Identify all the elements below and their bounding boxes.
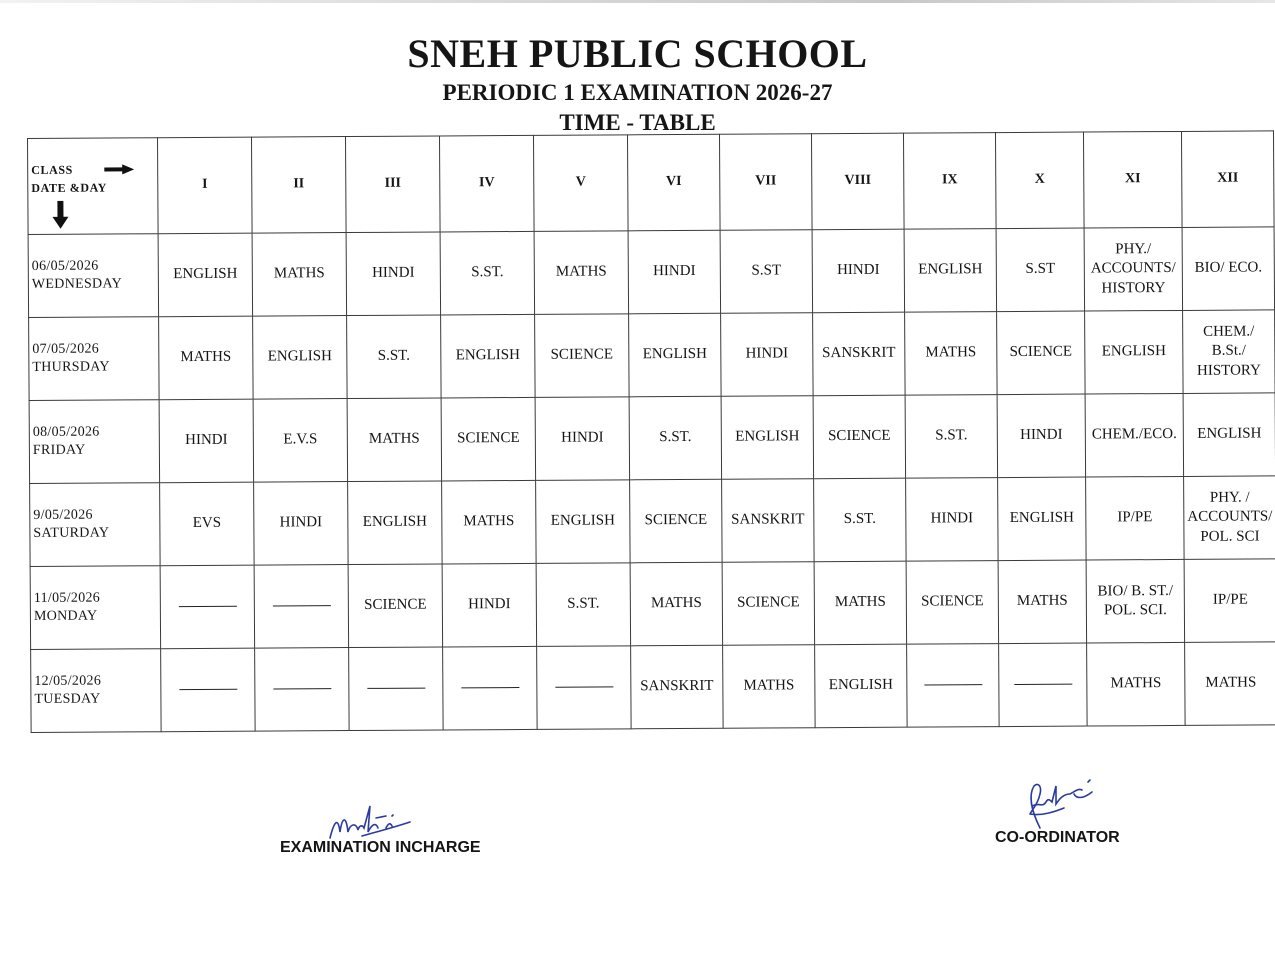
exam-row xyxy=(31,642,1275,733)
no-exam-dash xyxy=(555,687,613,688)
no-exam-dash xyxy=(178,606,236,607)
class-label: CLASS xyxy=(31,162,73,177)
subject-cell: IP/PE xyxy=(1086,476,1185,560)
school-name: SNEH PUBLIC SCHOOL xyxy=(407,31,868,76)
subject-cell: HINDI xyxy=(906,478,999,562)
no-exam-dash xyxy=(179,689,237,690)
subject-cell: HINDI xyxy=(254,482,349,566)
subject-cell: SCIENCE xyxy=(630,479,723,563)
subject-cell xyxy=(349,647,444,731)
subject-cell: CHEM./ECO. xyxy=(1085,393,1184,477)
subject-cell: ENGLISH xyxy=(253,316,348,400)
subject-cell: HINDI xyxy=(535,397,630,481)
subject-cell: SANSKRIT xyxy=(722,479,815,563)
class-header: VII xyxy=(719,134,812,231)
subject-cell xyxy=(254,565,349,649)
class-header: VIII xyxy=(811,133,904,230)
subject-cell: HINDI xyxy=(721,313,814,397)
subject-cell: MATHS xyxy=(534,231,629,315)
subject-cell: ENGLISH xyxy=(721,396,814,480)
exam-row xyxy=(29,393,1275,484)
date-day-cell xyxy=(29,400,160,484)
subject-cell: EVS xyxy=(160,482,255,566)
subject-cell: SANSKRIT xyxy=(813,312,906,396)
subject-cell: CHEM./ B.St./ HISTORY xyxy=(1183,310,1275,394)
subject-cell: HINDI xyxy=(442,563,537,647)
exam-title: PERIODIC 1 EXAMINATION 2026-27 xyxy=(442,80,833,105)
class-header: XI xyxy=(1083,131,1182,228)
class-header: IV xyxy=(439,135,534,232)
subject-cell: SCIENCE xyxy=(722,562,815,646)
subject-cell: E.V.S xyxy=(253,399,348,483)
subject-cell: SCIENCE xyxy=(813,395,906,479)
class-header: VI xyxy=(627,134,720,231)
class-header: II xyxy=(251,137,346,234)
date-day-cell xyxy=(31,649,162,733)
subject-cell xyxy=(255,648,350,732)
scan-edge xyxy=(0,0,1275,3)
timetable xyxy=(27,130,1275,733)
subject-cell xyxy=(160,565,255,649)
subject-cell: S.ST. xyxy=(536,563,631,647)
subject-cell: HINDI xyxy=(628,230,721,314)
no-exam-dash xyxy=(272,605,330,606)
subject-cell: SCIENCE xyxy=(997,311,1086,395)
subject-cell: IP/PE xyxy=(1184,559,1275,643)
subject-cell: MATHS xyxy=(252,233,347,317)
subject-cell: ENGLISH xyxy=(815,644,908,728)
subject-cell: ENGLISH xyxy=(1183,393,1275,477)
no-exam-dash xyxy=(273,688,331,689)
subject-cell: MATHS xyxy=(998,560,1087,644)
class-header: IX xyxy=(903,133,996,230)
date-day-cell xyxy=(29,317,160,401)
exam-date: 11/05/2026 xyxy=(33,590,101,606)
subject-cell: PHY. / ACCOUNTS/ POL. SCI xyxy=(1184,476,1275,560)
no-exam-dash xyxy=(461,687,519,688)
subject-cell: SCIENCE xyxy=(348,564,443,648)
exam-row xyxy=(30,559,1275,650)
subject-cell: S.ST. xyxy=(905,395,998,479)
arrow-down-icon xyxy=(52,201,68,229)
subject-cell: SCIENCE xyxy=(535,314,630,398)
no-exam-dash xyxy=(1014,684,1072,685)
subject-cell: HINDI xyxy=(159,399,254,483)
date-day-cell xyxy=(30,483,161,567)
examination-incharge-label: EXAMINATION INCHARGE xyxy=(280,839,481,856)
subject-cell xyxy=(161,648,256,732)
subject-cell: HINDI xyxy=(997,394,1086,478)
subject-cell: MATHS xyxy=(442,480,537,564)
class-header: III xyxy=(345,136,440,233)
subject-cell: BIO/ B. ST./ POL. SCI. xyxy=(1086,559,1185,643)
exam-date: 06/05/2026 xyxy=(31,258,99,274)
subject-cell: ENGLISH xyxy=(629,313,722,397)
subject-cell xyxy=(443,646,538,730)
class-header: X xyxy=(995,132,1084,229)
incharge-signature xyxy=(326,798,416,846)
corner-cell xyxy=(28,138,159,235)
exam-day: FRIDAY xyxy=(32,442,86,458)
exam-date: 08/05/2026 xyxy=(32,424,100,440)
exam-day: TUESDAY xyxy=(34,691,101,707)
exam-day: THURSDAY xyxy=(32,359,110,375)
coordinator-signature xyxy=(1012,772,1108,834)
subject-cell: ENGLISH xyxy=(158,233,253,317)
subject-cell: S.ST xyxy=(720,230,813,314)
subject-cell: S.ST. xyxy=(440,231,535,315)
subject-cell: MATHS xyxy=(630,562,723,646)
subject-cell: S.ST. xyxy=(814,478,907,562)
exam-row xyxy=(30,476,1275,567)
no-exam-dash xyxy=(924,684,982,685)
subject-cell: SCIENCE xyxy=(441,397,536,481)
exam-date: 12/05/2026 xyxy=(34,673,102,689)
subject-cell: MATHS xyxy=(905,312,998,396)
subject-cell: S.ST xyxy=(996,228,1085,312)
class-header: I xyxy=(158,137,253,234)
subject-cell: ENGLISH xyxy=(1085,310,1184,394)
exam-row xyxy=(29,310,1275,401)
exam-day: MONDAY xyxy=(33,608,98,624)
subject-cell: PHY./ ACCOUNTS/ HISTORY xyxy=(1084,227,1183,311)
date-day-cell xyxy=(30,566,161,650)
date-day-label: DATE &DAY xyxy=(31,180,108,195)
exam-row xyxy=(28,227,1274,318)
coordinator-label: CO-ORDINATOR xyxy=(995,829,1120,846)
subject-cell: HINDI xyxy=(812,229,905,313)
subject-cell: BIO/ ECO. xyxy=(1182,227,1275,311)
subject-cell: S.ST. xyxy=(347,315,442,399)
subject-cell: MATHS xyxy=(1087,642,1186,726)
subject-cell: ENGLISH xyxy=(998,477,1087,561)
exam-day: WEDNESDAY xyxy=(31,276,123,292)
arrow-right-icon xyxy=(104,164,134,174)
no-exam-dash xyxy=(367,688,425,689)
exam-date: 07/05/2026 xyxy=(32,341,100,357)
subject-cell: ENGLISH xyxy=(441,314,536,398)
class-header: XII xyxy=(1181,131,1274,228)
exam-date: 9/05/2026 xyxy=(33,507,93,523)
exam-day: SATURDAY xyxy=(33,525,110,541)
header-row xyxy=(28,131,1275,235)
subject-cell: MATHS xyxy=(723,645,816,729)
subject-cell: MATHS xyxy=(159,316,254,400)
subject-cell xyxy=(537,646,632,730)
date-day-cell xyxy=(28,234,159,318)
subject-cell: MATHS xyxy=(1185,642,1275,726)
subject-cell: S.ST. xyxy=(629,396,722,480)
subject-cell: SANSKRIT xyxy=(631,645,724,729)
subject-cell: ENGLISH xyxy=(348,481,443,565)
subject-cell: ENGLISH xyxy=(904,229,997,313)
subject-cell xyxy=(999,643,1088,727)
subject-cell: MATHS xyxy=(347,398,442,482)
timetable-heading: TIME - TABLE xyxy=(559,110,716,135)
subject-cell xyxy=(907,644,1000,728)
subject-cell: MATHS xyxy=(814,561,907,645)
subject-cell: SCIENCE xyxy=(906,561,999,645)
subject-cell: ENGLISH xyxy=(536,480,631,564)
subject-cell: HINDI xyxy=(346,232,441,316)
class-header: V xyxy=(533,135,628,232)
